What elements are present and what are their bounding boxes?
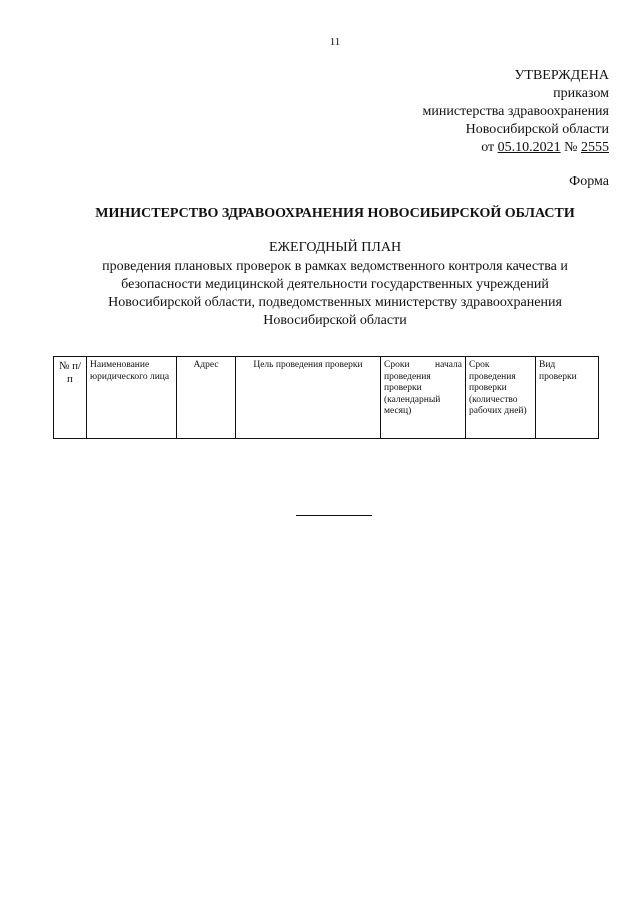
approval-date: 05.10.2021 <box>497 140 561 155</box>
table-header-row <box>54 357 599 439</box>
approval-line-2: приказом <box>553 86 609 101</box>
approval-date-prefix: от <box>481 140 495 155</box>
form-label: Форма <box>569 174 609 189</box>
plan-title: ЕЖЕГОДНЫЙ ПЛАН <box>268 240 402 255</box>
approval-line-3: министерства здравоохранения <box>422 104 609 119</box>
page-number: 11 <box>329 36 341 48</box>
plan-subtitle-line: безопасности медицинской деятельности государственных учреждений <box>121 277 549 292</box>
header-cell-goal: Цель проведения проверки <box>236 357 381 439</box>
approval-number-sign: № <box>564 140 578 155</box>
header-cell-address: Адрес <box>177 357 236 439</box>
header-cell-name: Наименование юридического лица <box>87 357 177 439</box>
header-cell-start: Сроки начала проведения проверки (календарный месяц) <box>381 357 466 439</box>
approval-number: 2555 <box>581 140 609 155</box>
end-divider <box>296 515 372 516</box>
plan-subtitle <box>60 258 610 330</box>
approval-line-4: Новосибирской области <box>465 122 609 137</box>
plan-subtitle-line: проведения плановых проверок в рамках ведомственного контроля качества и <box>102 259 568 274</box>
header-cell-num: № п/п <box>54 357 87 439</box>
approval-line-1: УТВЕРЖДЕНА <box>514 68 609 83</box>
plan-subtitle-line: Новосибирской области <box>263 313 407 328</box>
header-cell-type: Вид проверки <box>536 357 599 439</box>
ministry-title: МИНИСТЕРСТВО ЗДРАВООХРАНЕНИЯ НОВОСИБИРСКОЙ ОБЛАСТИ <box>95 206 575 221</box>
header-cell-duration: Срок проведения проверки (количество рабочих дней) <box>466 357 536 439</box>
plan-subtitle-line: Новосибирской области, подведомственных министерству здравоохранения <box>108 295 562 310</box>
plan-table <box>53 356 599 439</box>
approval-block <box>423 67 609 157</box>
approval-date-line <box>423 139 609 157</box>
